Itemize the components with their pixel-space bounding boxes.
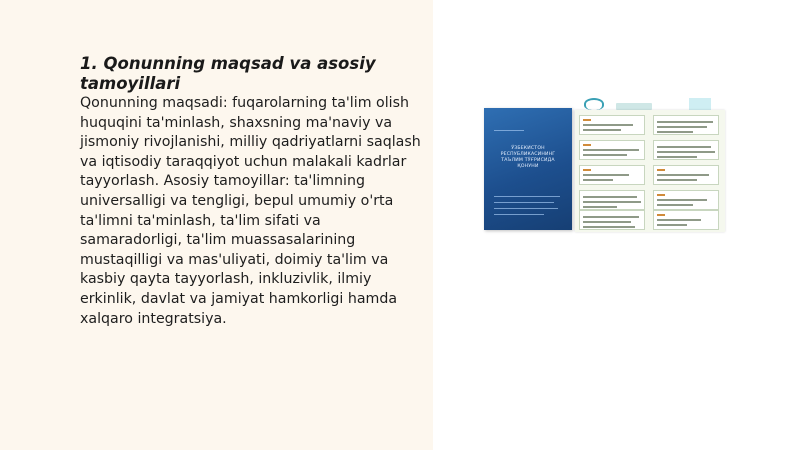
info-card xyxy=(653,190,719,210)
cover-decor-line xyxy=(494,214,544,215)
law-book-cover xyxy=(484,108,572,230)
cover-decor-line xyxy=(494,130,524,131)
cover-decor-line xyxy=(494,196,560,197)
info-card xyxy=(579,210,645,230)
info-card xyxy=(653,165,719,185)
info-card xyxy=(579,115,645,135)
info-card xyxy=(653,210,719,230)
info-card xyxy=(579,165,645,185)
info-card xyxy=(579,190,645,210)
info-card xyxy=(653,115,719,135)
book-cover-title: ЎЗБЕКИСТОН РЕСПУБЛИКАСИНИНГ ТАЪЛИМ ТЎҒРИСИДА ҚОНУНИ xyxy=(500,146,556,169)
sheet-logo-icon xyxy=(584,98,604,110)
info-card xyxy=(653,140,719,160)
info-sheet xyxy=(575,110,725,232)
cover-decor-line xyxy=(494,202,554,203)
law-illustration-image xyxy=(484,96,729,236)
cover-decor-line xyxy=(494,208,558,209)
slide-body-text: Qonunning maqsadi: fuqarolarning ta'lim olish huquqini ta'minlash, shaxsning ma'naviy va jismoniy rivojlanishi, milliy qadriyatlarni saqlash va iqtisodiy taraqqiyot uchun malakali kadrlar tayyorlash. Asosiy tamoyillar: ta'limning universalligi va tengligi, bepul umumiy o'rta ta'limni ta'minlash, ta'lim sifati va samaradorligi, ta'lim muassasalarining mustaqilligi va mas'uliyati, doimiy ta'lim va kasbiy qayta tayyorlash, inkluzivlik, ilmiy erkinlik, davlat va jamiyat hamkorligi hamda xalqaro integratsiya. xyxy=(80,95,421,327)
sheet-header-banner xyxy=(616,103,652,110)
info-card xyxy=(579,140,645,160)
slide-title: 1. Qonunning maqsad va asosiy tamoyillari xyxy=(80,54,376,93)
